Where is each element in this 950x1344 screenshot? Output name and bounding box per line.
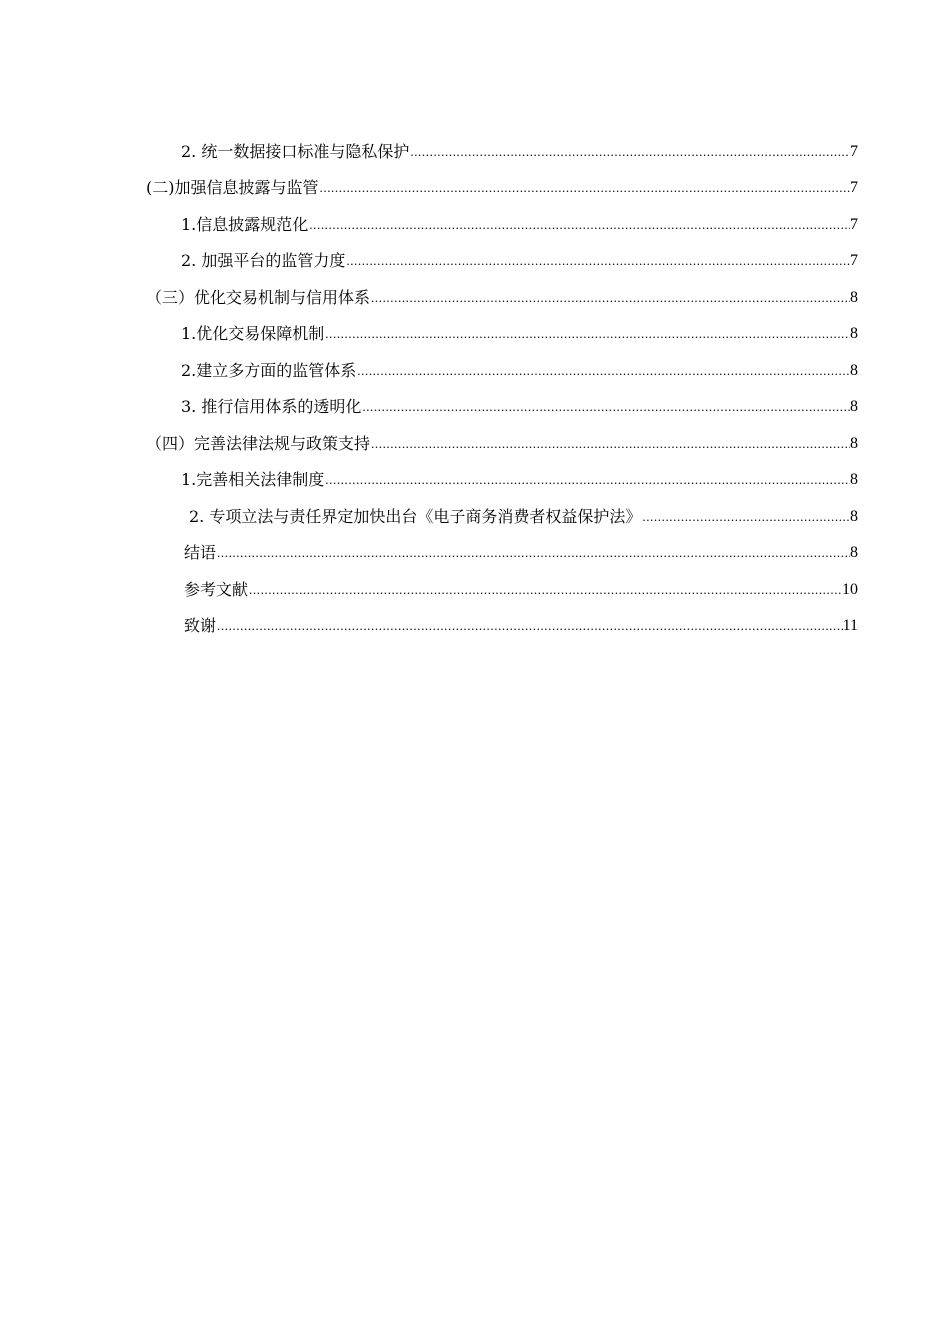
toc-entry-title: （三）优化交易机制与信用体系 [146,288,371,307]
toc-entry-title: 2. 专项立法与责任界定加快出台《电子商务消费者权益保护法》 [189,507,642,526]
toc-entry[interactable] [181,466,858,490]
toc-dot-leader [216,543,850,563]
toc-entry[interactable] [184,539,858,563]
toc-page-number: 7 [850,252,858,269]
toc-page-number: 8 [850,362,858,379]
toc-page-number: 8 [850,289,858,306]
toc-dot-leader [324,470,850,490]
toc-entry-title: 2. 加强平台的监管力度 [181,251,346,270]
toc-entry-title: 1.信息披露规范化 [181,215,309,234]
toc-page-number: 8 [850,398,858,415]
toc-page-number: 7 [850,179,858,196]
toc-entry-title: 3. 推行信用体系的透明化 [181,397,362,416]
toc-dot-leader [308,215,850,235]
toc-dot-leader [370,434,850,454]
toc-entry-title: 1.优化交易保障机制 [181,324,325,343]
toc-dot-leader [361,397,850,417]
toc-entry-title: 结语 [184,543,217,562]
toc-dot-leader [356,361,850,381]
toc-dot-leader [345,251,850,271]
toc-entry-title: 1.完善相关法律制度 [181,470,325,489]
toc-entry[interactable] [181,320,858,344]
toc-page-number: 8 [850,544,858,561]
toc-entry[interactable] [146,430,858,454]
toc-entry[interactable] [181,211,858,235]
toc-entry-title: (二)加强信息披露与监管 [146,178,319,197]
toc-page-number: 8 [850,471,858,488]
toc-entry-title: 2. 统一数据接口标准与隐私保护 [181,142,410,161]
toc-dot-leader [319,178,851,198]
toc-entry-title: 致谢 [184,616,217,635]
toc-page-number: 10 [842,581,858,598]
toc-dot-leader [248,580,842,600]
toc-page-number: 7 [850,216,858,233]
toc-entry[interactable] [184,612,858,636]
toc-dot-leader [324,324,850,344]
toc-entry-title: 2.建立多方面的监管体系 [181,361,357,380]
toc-entry[interactable] [181,393,858,417]
toc-dot-leader [216,616,843,636]
toc-dot-leader [641,507,850,527]
toc-page-number: 8 [850,508,858,525]
toc-entry[interactable] [146,284,858,308]
toc-page-number: 11 [842,617,858,634]
toc-page-number: 8 [850,435,858,452]
toc-entry[interactable] [181,357,858,381]
toc-entry[interactable] [181,138,858,162]
toc-entry[interactable] [184,576,858,600]
toc-dot-leader [409,142,850,162]
toc-page-number: 7 [850,143,858,160]
toc-entry[interactable] [189,503,858,527]
toc-dot-leader [370,288,850,308]
toc-entry-title: （四）完善法律法规与政策支持 [146,434,371,453]
toc-entry[interactable] [181,247,858,271]
toc-entry[interactable] [146,174,858,198]
toc-entry-title: 参考文献 [184,580,249,599]
toc-page-number: 8 [850,325,858,342]
